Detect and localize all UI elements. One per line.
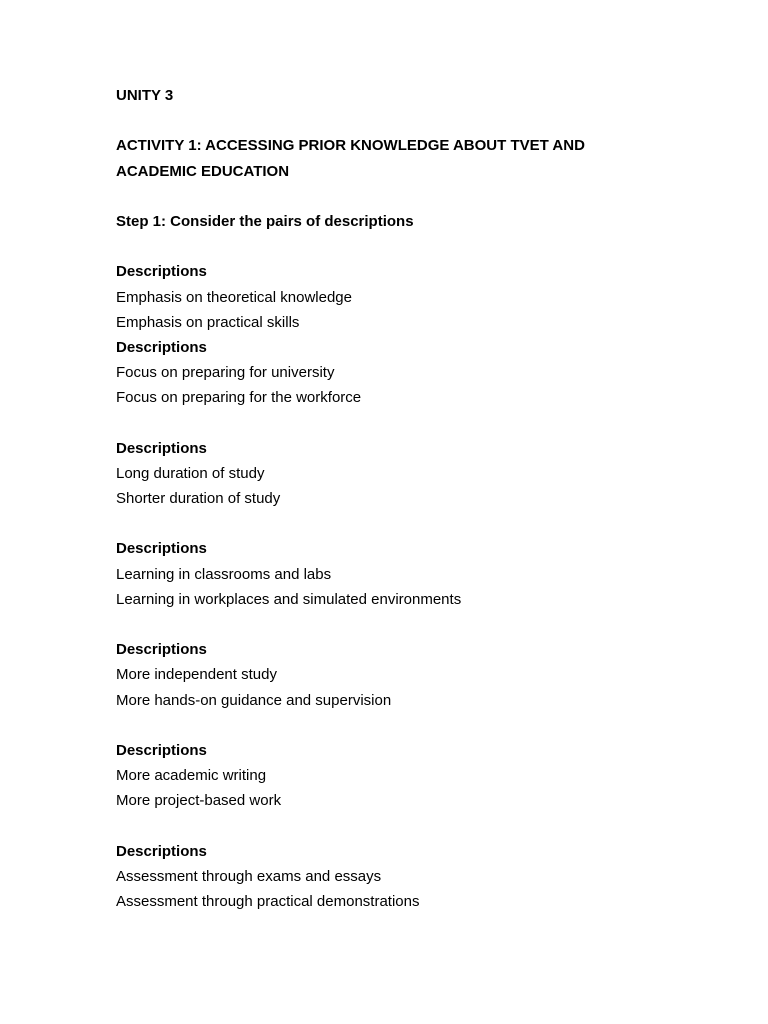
description-item: Shorter duration of study: [116, 490, 281, 507]
group-heading: Descriptions: [116, 338, 207, 356]
unit-title: UNITY 3: [116, 87, 174, 104]
description-item: Emphasis on theoretical knowledge: [116, 288, 352, 306]
spacer: [116, 234, 736, 259]
spacer: [116, 184, 736, 209]
description-item: Assessment through practical demonstrations: [116, 893, 420, 910]
group-heading: Descriptions: [116, 741, 207, 759]
spacer: [116, 713, 736, 738]
group-heading: Descriptions: [116, 439, 207, 457]
document-page: [116, 83, 736, 914]
description-group: [116, 436, 736, 512]
spacer: [116, 511, 736, 536]
group-heading: Descriptions: [116, 540, 207, 558]
step-heading: Step 1: Consider the pairs of descriptions: [116, 212, 414, 230]
description-item: Assessment through exams and essays: [116, 867, 382, 885]
description-group: [116, 259, 736, 335]
description-group: [116, 738, 736, 814]
description-item: More academic writing: [116, 767, 267, 785]
description-item: Learning in classrooms and labs: [116, 565, 332, 583]
activity-title-line-1: ACTIVITY 1: ACCESSING PRIOR KNOWLEDGE ABOUT TVET AND: [116, 137, 585, 155]
description-item: Emphasis on practical skills: [116, 313, 300, 331]
description-group: [116, 637, 736, 713]
group-heading: Descriptions: [116, 263, 207, 281]
description-group: [116, 335, 736, 411]
description-item: Long duration of study: [116, 464, 265, 482]
description-group: [116, 839, 736, 915]
description-item: More independent study: [116, 666, 277, 684]
description-item: Focus on preparing for the workforce: [116, 389, 362, 407]
spacer: [116, 108, 736, 133]
group-heading: Descriptions: [116, 842, 207, 860]
spacer: [116, 410, 736, 435]
description-item: More hands-on guidance and supervision: [116, 691, 392, 709]
description-item: More project-based work: [116, 792, 282, 810]
spacer: [116, 612, 736, 637]
description-group: [116, 536, 736, 612]
description-item: Focus on preparing for university: [116, 364, 335, 382]
spacer: [116, 813, 736, 838]
description-item: Learning in workplaces and simulated environments: [116, 590, 462, 608]
group-heading: Descriptions: [116, 641, 207, 659]
activity-title-line-2: ACADEMIC EDUCATION: [116, 162, 290, 180]
